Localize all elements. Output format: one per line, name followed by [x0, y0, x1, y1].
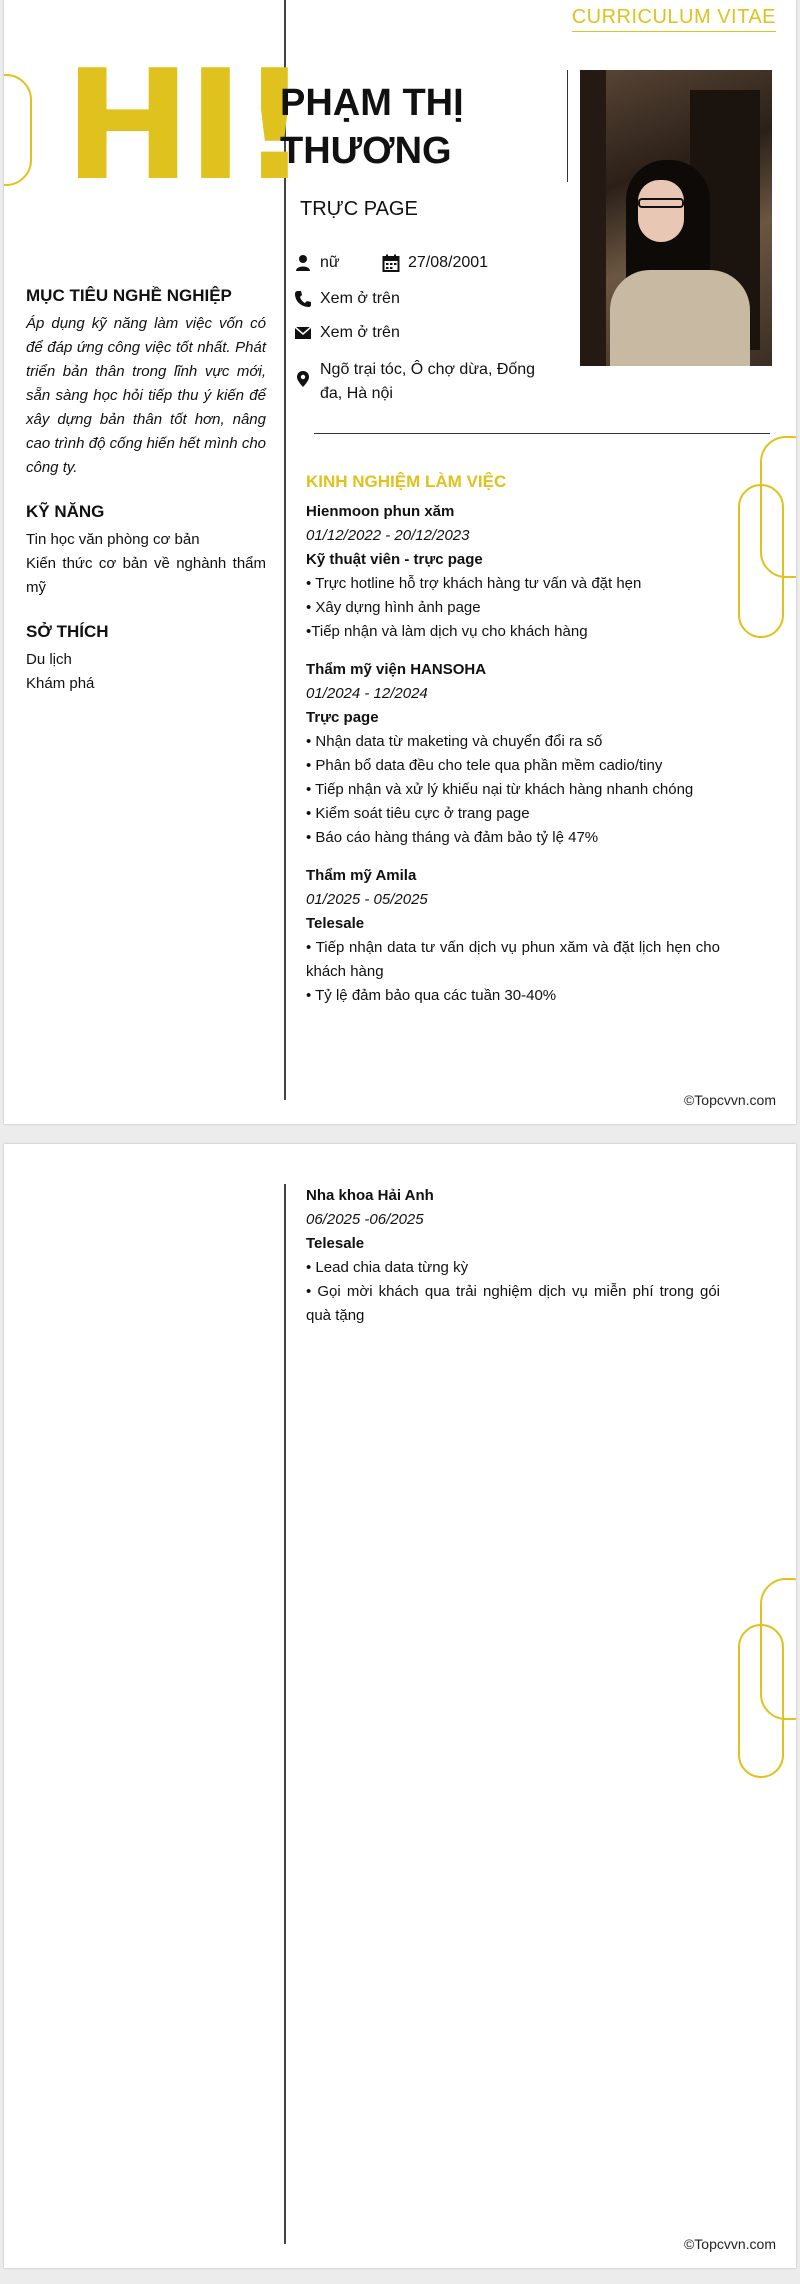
job-period: 06/2025 -06/2025	[306, 1211, 424, 1228]
email-row	[294, 324, 400, 342]
experience-title: KINH NGHIỆM LÀM VIỆC	[306, 472, 507, 491]
hobbies-title: SỞ THÍCH	[26, 622, 109, 641]
birthday-value: 27/08/2001	[408, 254, 489, 271]
hobby-item: Khám phá	[26, 675, 95, 692]
footer-copyright: ©Topcvvn.com	[683, 1092, 776, 1108]
job-entry	[306, 1184, 720, 1328]
phone-icon	[294, 290, 312, 308]
job-duty: • Lead chia data từng kỳ	[306, 1259, 469, 1276]
skill-item: Kiến thức cơ bản về nghành thẩm mỹ	[26, 555, 266, 596]
job-company: Hienmoon phun xăm	[306, 503, 455, 520]
hi-heading: HI!	[64, 37, 306, 214]
address-value: Ngõ trại tóc, Ô chợ dừa, Đống đa, Hà nội	[320, 361, 536, 402]
decor-ring-left	[4, 74, 32, 186]
job-duty: • Trực hotline hỗ trợ khách hàng tư vấn và đặt hẹn	[306, 575, 642, 592]
birthday-row	[382, 254, 488, 272]
address-row	[294, 358, 544, 406]
job-duty: • Phân bổ data đều cho tele qua phần mềm cadio/tiny	[306, 757, 663, 774]
job-duty: • Nhận data từ maketing và chuyển đổi ra số	[306, 733, 603, 750]
experience-section	[306, 472, 720, 1022]
experience-continued	[306, 1184, 720, 1342]
job-company: Thẩm mỹ Amila	[306, 867, 417, 884]
job-period: 01/2025 - 05/2025	[306, 891, 428, 908]
job-entry	[306, 864, 720, 1008]
objective-title: MỤC TIÊU NGHỀ NGHIỆP	[26, 286, 232, 305]
objective-text: Áp dụng kỹ năng làm việc vốn có để đáp ứng công việc tốt nhất. Phát triển bản thân trong lĩnh vực mới, sẵn sàng học hỏi tiếp thu ý kiến để xây dựng bản thân tốt hơn, nâng cao trình độ cống hiến hết mình cho công ty.	[26, 315, 266, 476]
job-duty: • Tỷ lệ đảm bảo qua các tuần 30-40%	[306, 987, 557, 1004]
job-company: Thẩm mỹ viện HANSOHA	[306, 661, 487, 678]
cv-label: CURRICULUM VITAE	[572, 6, 776, 32]
gender-row	[294, 254, 340, 272]
photo-divider	[567, 70, 568, 182]
job-period: 01/2024 - 12/2024	[306, 685, 428, 702]
skill-item: Tin học văn phòng cơ bản	[26, 531, 200, 548]
job-title: Telesale	[306, 1235, 365, 1252]
location-icon	[294, 370, 312, 388]
job-duty: • Gọi mời khách qua trải nghiệm dịch vụ miễn phí trong gói quà tặng	[306, 1283, 720, 1324]
calendar-icon	[382, 254, 400, 272]
job-duty: •Tiếp nhận và làm dịch vụ cho khách hàng	[306, 623, 588, 640]
person-icon	[294, 254, 312, 272]
phone-value: Xem ở trên	[320, 290, 400, 307]
job-entry	[306, 500, 720, 644]
decor-ring-right-2	[738, 484, 784, 638]
job-duty: • Kiểm soát tiêu cực ở trang page	[306, 805, 530, 822]
mail-icon	[294, 324, 312, 342]
skills-section	[26, 502, 266, 600]
candidate-role: TRỰC PAGE	[300, 198, 418, 220]
footer-copyright: ©Topcvvn.com	[683, 2236, 776, 2252]
column-divider	[284, 1184, 286, 2244]
job-duty: • Tiếp nhận và xử lý khiếu nại từ khách hàng nhanh chóng	[306, 781, 694, 798]
profile-photo	[580, 70, 772, 366]
job-title: Kỹ thuật viên - trực page	[306, 551, 483, 568]
gender-value: nữ	[320, 254, 340, 271]
hobby-item: Du lịch	[26, 651, 72, 668]
job-company: Nha khoa Hải Anh	[306, 1187, 434, 1204]
phone-row	[294, 290, 400, 308]
job-duty: • Tiếp nhận data tư vấn dịch vụ phun xăm và đặt lịch hẹn cho khách hàng	[306, 939, 720, 980]
header-separator	[314, 433, 770, 434]
objective-section	[26, 286, 266, 480]
email-value: Xem ở trên	[320, 324, 400, 341]
cv-page-1	[4, 0, 796, 1124]
skills-title: KỸ NĂNG	[26, 502, 105, 521]
job-title: Telesale	[306, 915, 365, 932]
hobbies-section	[26, 622, 266, 696]
job-duty: • Xây dựng hình ảnh page	[306, 599, 481, 616]
job-period: 01/12/2022 - 20/12/2023	[306, 527, 470, 544]
job-title: Trực page	[306, 709, 379, 726]
job-duty: • Báo cáo hàng tháng và đảm bảo tỷ lệ 47%	[306, 829, 599, 846]
candidate-name: PHẠM THỊ THƯƠNG	[280, 82, 464, 172]
decor-ring-right-2	[738, 1624, 784, 1778]
cv-page-2	[4, 1144, 796, 2268]
job-entry	[306, 658, 720, 850]
